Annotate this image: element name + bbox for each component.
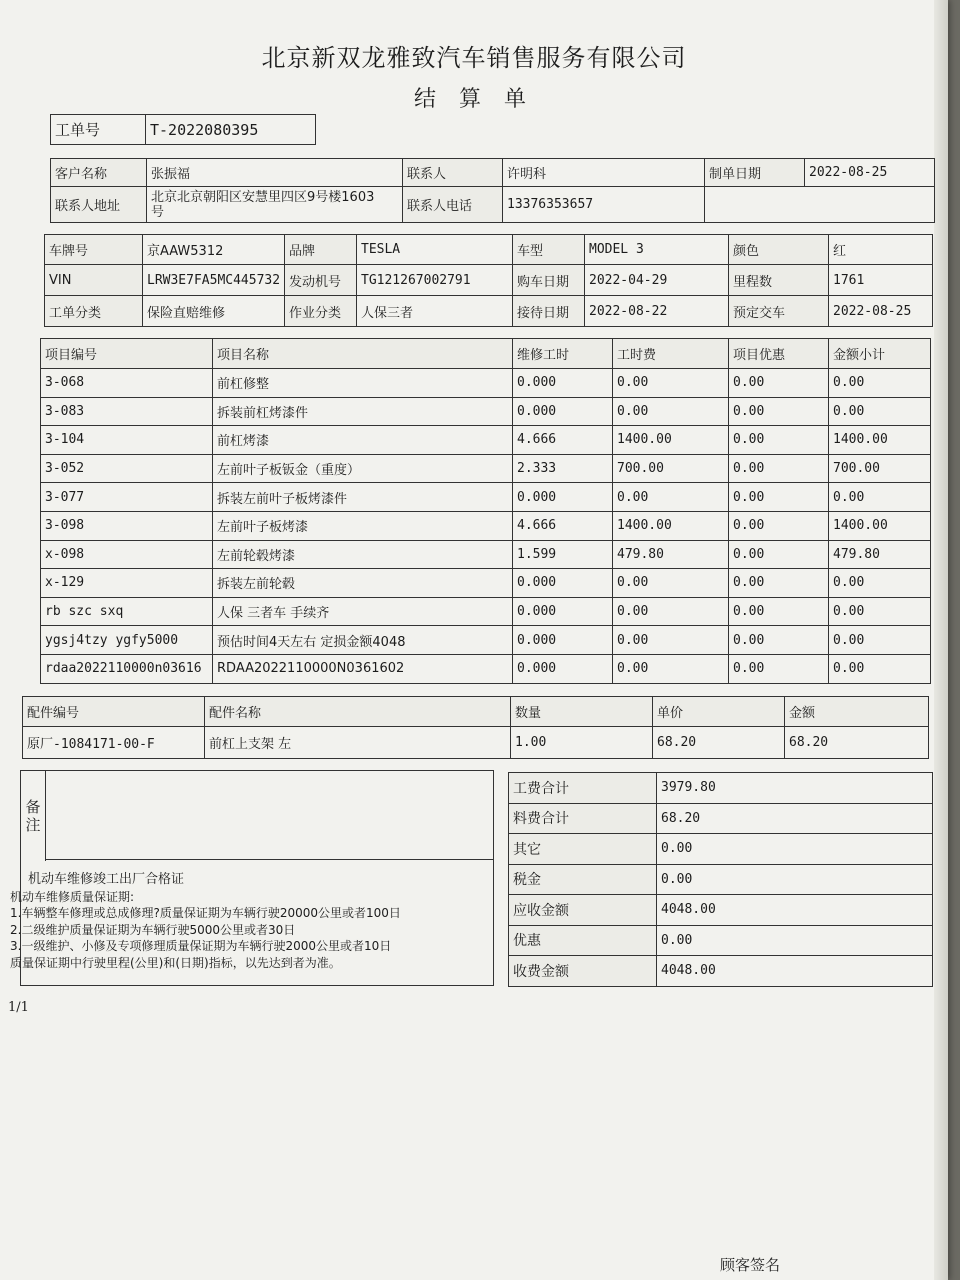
table-row xyxy=(41,626,931,655)
item-labor-fee: 1400.00 xyxy=(613,511,729,540)
color-value: 红 xyxy=(829,235,933,265)
total-value: 0.00 xyxy=(657,864,933,895)
item-name: 拆装左前轮毂 xyxy=(213,569,513,598)
item-code: 3-052 xyxy=(41,454,213,483)
item-name: 预估时间4天左右 定损金额4048 xyxy=(213,626,513,655)
plate-value: 京AAW5312 xyxy=(143,235,285,265)
item-code: rdaa2022110000n03616 xyxy=(41,654,213,683)
item-labor-fee: 700.00 xyxy=(613,454,729,483)
item-hours: 0.000 xyxy=(513,483,613,512)
order-number-table xyxy=(50,114,316,145)
item-code: 3-083 xyxy=(41,397,213,426)
table-row xyxy=(23,727,929,759)
model-value: MODEL 3 xyxy=(585,235,729,265)
table-row xyxy=(41,397,931,426)
total-value: 0.00 xyxy=(657,834,933,865)
item-hours: 4.666 xyxy=(513,426,613,455)
item-code: x-129 xyxy=(41,569,213,598)
item-name: 拆装左前叶子板烤漆件 xyxy=(213,483,513,512)
item-discount: 0.00 xyxy=(729,540,829,569)
customer-name: 张振福 xyxy=(147,159,403,187)
item-hours: 4.666 xyxy=(513,511,613,540)
customer-name-label: 客户名称 xyxy=(51,159,147,187)
remark-label: 备 注 xyxy=(21,771,46,861)
item-name: 前杠修整 xyxy=(213,369,513,398)
item-subtotal: 1400.00 xyxy=(829,511,931,540)
company-name: 北京新双龙雅致汽车销售服务有限公司 xyxy=(261,44,687,72)
order-number-label: 工单号 xyxy=(51,115,146,145)
item-name: 左前叶子板烤漆 xyxy=(213,511,513,540)
item-subtotal: 0.00 xyxy=(829,626,931,655)
order-number-value: T-2022080395 xyxy=(146,115,316,145)
item-hours: 2.333 xyxy=(513,454,613,483)
total-label: 应收金额 xyxy=(509,895,657,926)
engine-label: 发动机号 xyxy=(285,265,357,296)
phone-value: 13376353657 xyxy=(503,187,705,223)
item-discount: 0.00 xyxy=(729,454,829,483)
item-subtotal: 700.00 xyxy=(829,454,931,483)
paper-edge xyxy=(934,0,948,1280)
totals-row xyxy=(509,895,933,926)
item-code: 3-104 xyxy=(41,426,213,455)
page-number: 1/1 xyxy=(8,1000,29,1015)
certificate-line: 质量保证期中行驶里程(公里)和(日期)指标，以先达到者为准。 xyxy=(10,955,341,970)
certificate-line: 1.车辆整车修理或总成修理?质量保证期为车辆行驶20000公里或者100日 xyxy=(10,906,401,920)
table-row xyxy=(41,426,931,455)
item-hours: 0.000 xyxy=(513,654,613,683)
total-value: 0.00 xyxy=(657,925,933,956)
part-price: 68.20 xyxy=(653,727,785,759)
item-subtotal: 0.00 xyxy=(829,569,931,598)
buy-date-value: 2022-04-29 xyxy=(585,265,729,296)
items-header-name: 项目名称 xyxy=(213,339,513,369)
item-labor-fee: 0.00 xyxy=(613,483,729,512)
total-label: 其它 xyxy=(509,834,657,865)
table-row xyxy=(41,654,931,683)
create-date-label: 制单日期 xyxy=(705,159,805,187)
total-value: 4048.00 xyxy=(657,895,933,926)
item-hours: 0.000 xyxy=(513,397,613,426)
address-line-2: 号 xyxy=(151,204,165,220)
item-discount: 0.00 xyxy=(729,597,829,626)
table-row xyxy=(41,369,931,398)
part-qty: 1.00 xyxy=(511,727,653,759)
total-label: 优惠 xyxy=(509,925,657,956)
item-code: 3-098 xyxy=(41,511,213,540)
vin-label: VIN xyxy=(45,265,143,296)
item-name: 前杠烤漆 xyxy=(213,426,513,455)
items-header-discount: 项目优惠 xyxy=(729,339,829,369)
delivery-date-value: 2022-08-25 xyxy=(829,296,933,327)
item-discount: 0.00 xyxy=(729,569,829,598)
item-labor-fee: 0.00 xyxy=(613,369,729,398)
total-value: 3979.80 xyxy=(657,773,933,804)
item-discount: 0.00 xyxy=(729,654,829,683)
item-subtotal: 0.00 xyxy=(829,397,931,426)
item-hours: 0.000 xyxy=(513,369,613,398)
item-hours: 0.000 xyxy=(513,597,613,626)
delivery-date-label: 预定交车 xyxy=(729,296,829,327)
parts-header-price: 单价 xyxy=(653,697,785,727)
item-name: 左前轮毂烤漆 xyxy=(213,540,513,569)
item-labor-fee: 0.00 xyxy=(613,626,729,655)
item-subtotal: 479.80 xyxy=(829,540,931,569)
item-labor-fee: 0.00 xyxy=(613,597,729,626)
part-name: 前杠上支架 左 xyxy=(205,727,511,759)
table-row xyxy=(41,454,931,483)
item-discount: 0.00 xyxy=(729,511,829,540)
table-row xyxy=(41,569,931,598)
address-line-1: 北京北京朝阳区安慧里四区9号楼1603 xyxy=(151,189,375,205)
receive-date-value: 2022-08-22 xyxy=(585,296,729,327)
total-label: 税金 xyxy=(509,864,657,895)
totals-row xyxy=(509,925,933,956)
total-label: 料费合计 xyxy=(509,803,657,834)
parts-header-amount: 金额 xyxy=(785,697,929,727)
document-title: 结 算 单 xyxy=(414,87,534,112)
item-subtotal: 0.00 xyxy=(829,654,931,683)
item-subtotal: 0.00 xyxy=(829,369,931,398)
item-discount: 0.00 xyxy=(729,397,829,426)
parts-header-code: 配件编号 xyxy=(23,697,205,727)
item-labor-fee: 0.00 xyxy=(613,654,729,683)
part-code: 原厂-1084171-00-F xyxy=(23,727,205,759)
operation-type-value: 人保三者 xyxy=(357,296,513,327)
parts-header-name: 配件名称 xyxy=(205,697,511,727)
certificate-heading: 机动车维修竣工出厂合格证 xyxy=(28,872,185,887)
operation-type-label: 作业分类 xyxy=(285,296,357,327)
items-header-code: 项目编号 xyxy=(41,339,213,369)
buy-date-label: 购车日期 xyxy=(513,265,585,296)
items-header-hours: 维修工时 xyxy=(513,339,613,369)
totals-row xyxy=(509,773,933,804)
vehicle-table xyxy=(44,234,933,327)
certificate-line: 3.一级维护、小修及专项修理质量保证期为车辆行驶2000公里或者10日 xyxy=(10,939,392,953)
item-code: x-098 xyxy=(41,540,213,569)
color-label: 颜色 xyxy=(729,235,829,265)
certificate-line: 2.二级维护质量保证期为车辆行驶5000公里或者30日 xyxy=(10,922,296,937)
totals-table xyxy=(508,772,933,987)
item-subtotal: 0.00 xyxy=(829,483,931,512)
totals-row xyxy=(509,864,933,895)
receive-date-label: 接待日期 xyxy=(513,296,585,327)
table-row xyxy=(41,483,931,512)
brand-value: TESLA xyxy=(357,235,513,265)
item-labor-fee: 479.80 xyxy=(613,540,729,569)
items-header-subtotal: 金额小计 xyxy=(829,339,931,369)
item-labor-fee: 0.00 xyxy=(613,397,729,426)
item-hours: 0.000 xyxy=(513,626,613,655)
item-discount: 0.00 xyxy=(729,426,829,455)
address-value xyxy=(147,187,403,223)
item-name: 左前叶子板钣金（重度） xyxy=(213,454,513,483)
repair-items-table xyxy=(40,338,931,684)
warranty-certificate xyxy=(10,872,401,971)
remark-divider xyxy=(45,859,493,860)
contact-label: 联系人 xyxy=(403,159,503,187)
brand-label: 品牌 xyxy=(285,235,357,265)
table-row xyxy=(41,597,931,626)
item-code: rb szc sxq xyxy=(41,597,213,626)
contact-name: 许明科 xyxy=(503,159,705,187)
address-label: 联系人地址 xyxy=(51,187,147,223)
parts-table xyxy=(22,696,929,759)
order-type-label: 工单分类 xyxy=(45,296,143,327)
item-labor-fee: 1400.00 xyxy=(613,426,729,455)
items-header-labor-fee: 工时费 xyxy=(613,339,729,369)
total-value: 68.20 xyxy=(657,803,933,834)
customer-table xyxy=(50,158,935,223)
table-row xyxy=(41,511,931,540)
total-label: 收费金额 xyxy=(509,956,657,987)
mileage-label: 里程数 xyxy=(729,265,829,296)
order-type-value: 保险直赔维修 xyxy=(143,296,285,327)
customer-signature-label: 顾客签名 xyxy=(720,1256,781,1274)
item-labor-fee: 0.00 xyxy=(613,569,729,598)
part-amount: 68.20 xyxy=(785,727,929,759)
totals-row xyxy=(509,803,933,834)
table-row xyxy=(41,540,931,569)
item-code: 3-077 xyxy=(41,483,213,512)
totals-row xyxy=(509,956,933,987)
certificate-line: 机动车维修质量保证期: xyxy=(10,889,135,904)
item-name: 拆装前杠烤漆件 xyxy=(213,397,513,426)
item-discount: 0.00 xyxy=(729,369,829,398)
engine-value: TG121267002791 xyxy=(357,265,513,296)
empty-cell xyxy=(705,187,935,223)
item-name: 人保 三者车 手续齐 xyxy=(213,597,513,626)
total-value: 4048.00 xyxy=(657,956,933,987)
item-discount: 0.00 xyxy=(729,626,829,655)
item-name: RDAA2022110000N0361602 xyxy=(213,654,513,683)
item-hours: 1.599 xyxy=(513,540,613,569)
model-label: 车型 xyxy=(513,235,585,265)
item-discount: 0.00 xyxy=(729,483,829,512)
parts-header-qty: 数量 xyxy=(511,697,653,727)
item-code: 3-068 xyxy=(41,369,213,398)
create-date: 2022-08-25 xyxy=(805,159,935,187)
mileage-value: 1761 xyxy=(829,265,933,296)
item-code: ygsj4tzy ygfy5000 xyxy=(41,626,213,655)
plate-label: 车牌号 xyxy=(45,235,143,265)
totals-row xyxy=(509,834,933,865)
total-label: 工费合计 xyxy=(509,773,657,804)
item-hours: 0.000 xyxy=(513,569,613,598)
phone-label: 联系人电话 xyxy=(403,187,503,223)
item-subtotal: 0.00 xyxy=(829,597,931,626)
item-subtotal: 1400.00 xyxy=(829,426,931,455)
vin-value: LRW3E7FA5MC445732 xyxy=(143,265,285,296)
